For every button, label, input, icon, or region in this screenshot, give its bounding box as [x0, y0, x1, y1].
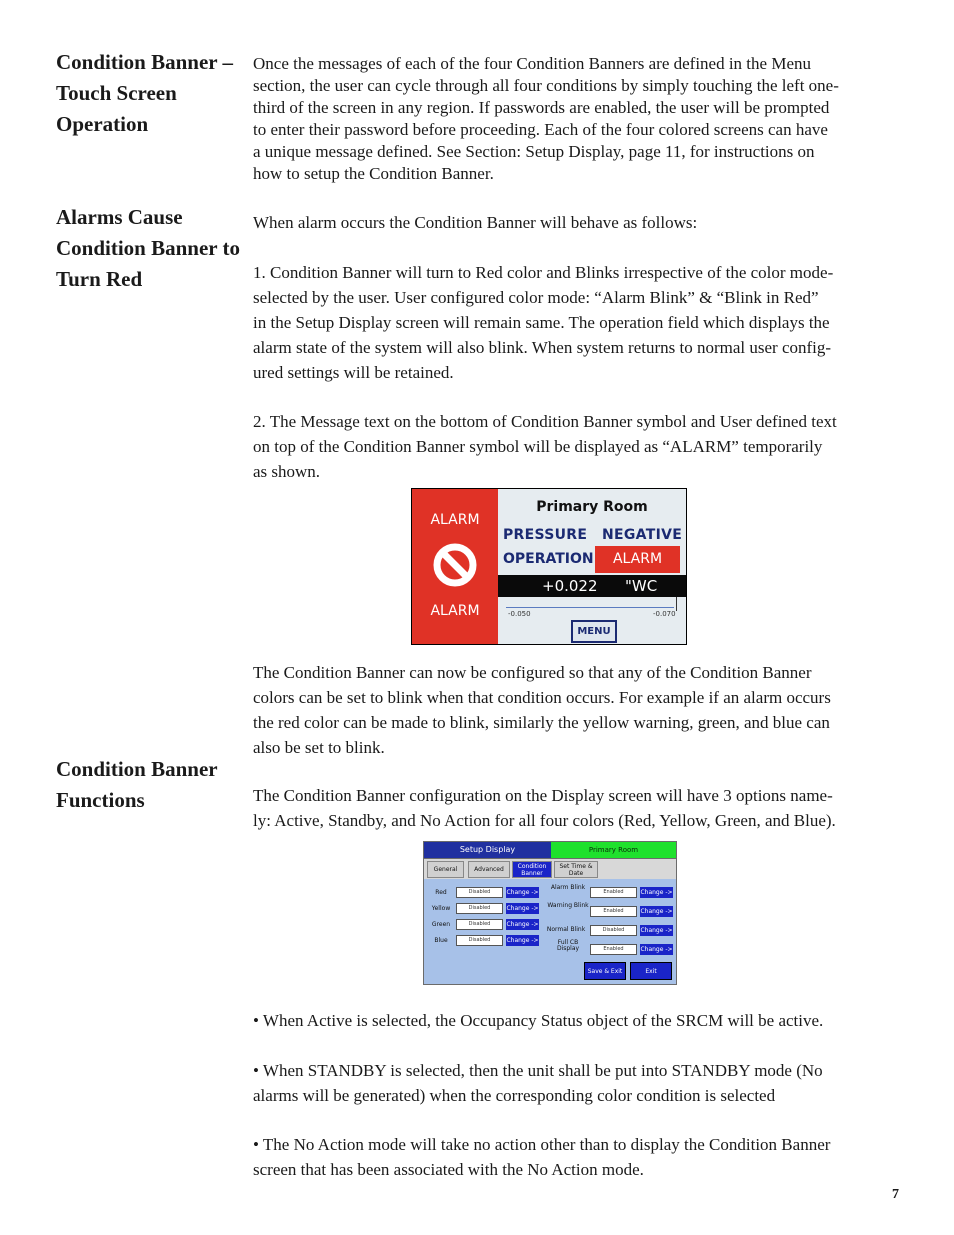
text-line: selected by the user. User configured color mode: “Alarm Blink” & “Blink in Red”	[253, 288, 819, 307]
red-state-field: Disabled	[456, 887, 503, 898]
setup-display-figure	[423, 841, 677, 985]
blink-config-paragraph	[253, 660, 903, 760]
text-line: section, the user can cycle through all four conditions by simply touching the left one-	[253, 76, 839, 95]
pressure-value: +0.022	[542, 577, 598, 595]
text-line: The Condition Banner configuration on the Display screen will have 3 options name-	[253, 786, 833, 805]
scale-left-label: -0.050	[508, 610, 531, 618]
text-line: • When STANDBY is selected, then the unit shall be put into STANDBY mode (No	[253, 1061, 823, 1080]
operation-label: OPERATION	[503, 551, 594, 567]
text-line: alarm state of the system will also blink. When system returns to normal user config-	[253, 338, 832, 357]
text-line: a unique message defined. See Section: Setup Display, page 11, for instructions on	[253, 142, 815, 161]
setup-tabs	[424, 859, 676, 879]
text-line: alarms will be generated) when the corresponding color condition is selected	[253, 1086, 776, 1105]
yellow-change-button[interactable]: Change ->	[506, 905, 539, 912]
blue-state-field: Disabled	[456, 935, 503, 946]
menu-button[interactable]: MENU	[571, 620, 617, 643]
alarms-intro: When alarm occurs the Condition Banner will behave as follows:	[253, 213, 698, 232]
alarm-banner-panel	[412, 489, 498, 644]
alarms-item-1	[253, 260, 903, 385]
text-line: in the Setup Display screen will remain same. The operation field which displays the	[253, 313, 830, 332]
heading-alarms-cause-red	[56, 202, 240, 295]
pressure-scale-bar	[506, 607, 674, 608]
alarm-bottom-text: ALARM	[430, 603, 480, 619]
yellow-label: Yellow	[431, 905, 451, 912]
exit-button[interactable]: Exit	[630, 962, 672, 980]
heading-line: Operation	[56, 112, 149, 136]
text-line: how to setup the Condition Banner.	[253, 164, 494, 183]
condition-banner-settings	[424, 879, 676, 984]
text-line: also be set to blink.	[253, 738, 385, 757]
alarm-top-text: ALARM	[430, 512, 480, 528]
room-status-panel	[498, 489, 686, 644]
no-entry-icon	[431, 541, 479, 589]
text-line: The Condition Banner can now be configured so that any of the Condition Banner	[253, 663, 812, 682]
tab-set-time-date[interactable]: Set Time & Date	[554, 861, 598, 878]
heading-line: Turn Red	[56, 267, 143, 291]
green-state-field: Disabled	[456, 919, 503, 930]
bullet-no-action	[253, 1132, 903, 1182]
alarm-blink-change-button[interactable]: Change ->	[640, 889, 673, 896]
text-line: screen that has been associated with the No Action mode.	[253, 1160, 644, 1179]
pressure-unit: "WC	[625, 577, 658, 595]
blue-change-button[interactable]: Change ->	[506, 937, 539, 944]
text-line: the red color can be made to blink, similarly the yellow warning, green, and blue can	[253, 713, 830, 732]
operation-state-badge: ALARM	[595, 546, 680, 573]
red-label: Red	[435, 889, 447, 896]
full-cb-display-change-button[interactable]: Change ->	[640, 946, 673, 953]
page-number: 7	[892, 1187, 899, 1202]
green-change-button[interactable]: Change ->	[506, 921, 539, 928]
green-label: Green	[431, 921, 451, 928]
heading-line: Condition Banner	[56, 757, 218, 781]
alarm-screen-figure	[411, 488, 687, 645]
text-line: to enter their password before proceeding. Each of the four colored screens can have	[253, 120, 828, 139]
yellow-state-field: Disabled	[456, 903, 503, 914]
blue-label: Blue	[434, 937, 448, 944]
alarm-blink-label: Alarm Blink	[550, 884, 586, 891]
heading-line: Condition Banner to	[56, 236, 240, 260]
text-line: 1. Condition Banner will turn to Red color and Blinks irrespective of the color mode-	[253, 263, 834, 282]
heading-line: Condition Banner –	[56, 50, 233, 74]
alarms-item-2	[253, 409, 903, 484]
text-line: ured settings will be retained.	[253, 363, 454, 382]
normal-blink-label: Normal Blink	[546, 926, 586, 933]
text-line: ly: Active, Standby, and No Action for all four colors (Red, Yellow, Green, and Blue).	[253, 811, 836, 830]
alarm-blink-state-field: Enabled	[590, 887, 637, 898]
text-line: third of the screen in any region. If passwords are enabled, the user will be prompted	[253, 98, 830, 117]
heading-line: Alarms Cause	[56, 205, 183, 229]
heading-line: Touch Screen	[56, 81, 177, 105]
pressure-state: NEGATIVE	[602, 527, 683, 543]
heading-functions	[56, 754, 218, 816]
pressure-readout	[498, 575, 686, 597]
text-line: • When Active is selected, the Occupancy Status object of the SRCM will be active.	[253, 1011, 824, 1030]
normal-blink-state-field: Disabled	[590, 925, 637, 936]
save-exit-button[interactable]: Save & Exit	[584, 962, 626, 980]
pressure-label: PRESSURE	[503, 527, 588, 543]
full-cb-display-label: Full CB Display	[556, 939, 580, 952]
heading-touch-screen-operation	[56, 47, 233, 140]
pressure-scale-marker	[676, 597, 677, 611]
warning-blink-change-button[interactable]: Change ->	[640, 908, 673, 915]
bullet-active	[253, 1008, 903, 1033]
text-line: colors can be set to blink when that condition occurs. For example if an alarm occurs	[253, 688, 831, 707]
red-change-button[interactable]: Change ->	[506, 889, 539, 896]
text-line: on top of the Condition Banner symbol will be displayed as “ALARM” temporarily	[253, 437, 823, 456]
touch-screen-paragraph	[253, 53, 903, 185]
normal-blink-change-button[interactable]: Change ->	[640, 927, 673, 934]
heading-line: Functions	[56, 788, 145, 812]
text-line: 2. The Message text on the bottom of Condition Banner symbol and User defined text	[253, 412, 837, 431]
scale-right-label: -0.070	[653, 610, 676, 618]
text-line: • The No Action mode will take no action other than to display the Condition Banner	[253, 1135, 831, 1154]
full-cb-display-state-field: Enabled	[590, 944, 637, 955]
functions-paragraph	[253, 783, 903, 833]
warning-blink-state-field: Enabled	[590, 906, 637, 917]
room-name: Primary Room	[536, 499, 648, 515]
bullet-standby	[253, 1058, 903, 1108]
text-line: as shown.	[253, 462, 321, 481]
tab-advanced[interactable]: Advanced	[468, 861, 510, 878]
tab-condition-banner[interactable]: Condition Banner	[512, 861, 552, 878]
setup-room-name: Primary Room	[551, 842, 676, 858]
setup-title: Setup Display	[424, 842, 551, 858]
warning-blink-label: Warning Blink	[547, 902, 589, 909]
tab-general[interactable]: General	[427, 861, 464, 878]
text-line: Once the messages of each of the four Condition Banners are defined in the Menu	[253, 54, 811, 73]
